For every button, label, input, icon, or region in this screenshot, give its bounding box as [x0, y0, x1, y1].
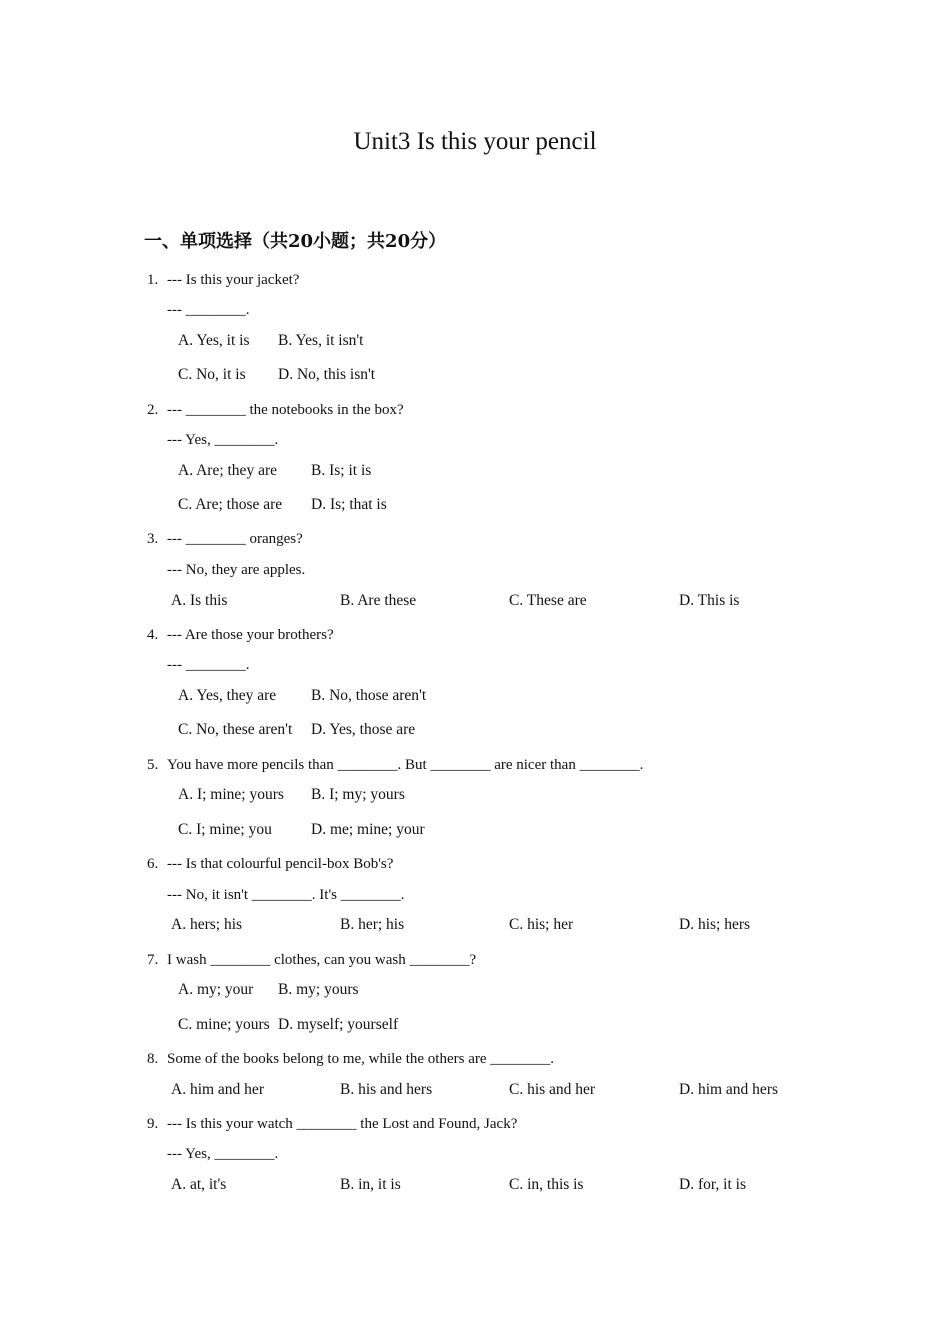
question-line: --- ________ the notebooks in the box?: [167, 402, 404, 418]
option-d[interactable]: D. me; mine; your: [311, 821, 425, 838]
option-a[interactable]: A. at, it's: [171, 1176, 227, 1193]
question-number: 2.: [147, 402, 159, 418]
question-line: --- Are those your brothers?: [167, 627, 334, 643]
question-number: 7.: [147, 952, 159, 968]
option-c[interactable]: C. I; mine; you: [178, 821, 272, 838]
option-a[interactable]: A. him and her: [171, 1081, 264, 1098]
option-d[interactable]: D. myself; yourself: [278, 1016, 399, 1033]
option-c[interactable]: C. mine; yours: [178, 1016, 270, 1033]
option-a[interactable]: A. my; your: [178, 981, 254, 998]
option-d[interactable]: D. Is; that is: [311, 496, 387, 513]
option-d[interactable]: D. This is: [679, 592, 740, 609]
question-line: I wash ________ clothes, can you wash ________?: [167, 952, 477, 968]
option-b[interactable]: B. in, it is: [340, 1176, 401, 1193]
option-a[interactable]: A. I; mine; yours: [178, 786, 284, 803]
option-a[interactable]: A. hers; his: [171, 916, 243, 933]
option-c[interactable]: C. in, this is: [509, 1176, 584, 1193]
option-a[interactable]: A. Are; they are: [178, 462, 277, 479]
option-d[interactable]: D. for, it is: [679, 1176, 746, 1193]
option-b[interactable]: B. No, those aren't: [311, 687, 427, 704]
option-d[interactable]: D. him and hers: [679, 1081, 779, 1098]
option-a[interactable]: A. Yes, they are: [178, 687, 277, 704]
option-c[interactable]: C. No, these aren't: [178, 721, 293, 738]
question-line: --- ________ oranges?: [167, 531, 303, 547]
option-c[interactable]: C. his and her: [509, 1081, 596, 1098]
question-line: --- Is this your jacket?: [167, 272, 300, 288]
option-d[interactable]: D. his; hers: [679, 916, 751, 933]
option-b[interactable]: B. Are these: [340, 592, 417, 609]
question-number: 1.: [147, 272, 159, 288]
question-line: --- ________.: [167, 657, 250, 673]
question-line: You have more pencils than ________. But ________ are nicer than ________.: [167, 757, 644, 773]
option-b[interactable]: B. her; his: [340, 916, 405, 933]
option-b[interactable]: B. Is; it is: [311, 462, 372, 479]
question-line: --- Is this your watch ________ the Lost and Found, Jack?: [167, 1116, 518, 1132]
option-c[interactable]: C. These are: [509, 592, 587, 609]
option-b[interactable]: B. I; my; yours: [311, 786, 405, 803]
option-c[interactable]: C. his; her: [509, 916, 574, 933]
option-b[interactable]: B. Yes, it isn't: [278, 332, 364, 349]
option-d[interactable]: D. No, this isn't: [278, 366, 376, 383]
question-number: 3.: [147, 531, 159, 547]
section-heading: 一、单项选择（共20小题；共20分）: [144, 231, 447, 252]
option-b[interactable]: B. my; yours: [278, 981, 359, 998]
question-number: 4.: [147, 627, 159, 643]
question-line: --- No, they are apples.: [167, 562, 306, 578]
option-a[interactable]: A. Is this: [171, 592, 228, 609]
question-line: --- Is that colourful pencil-box Bob's?: [167, 856, 394, 872]
option-d[interactable]: D. Yes, those are: [311, 721, 416, 738]
question-number: 9.: [147, 1116, 159, 1132]
question-number: 8.: [147, 1051, 159, 1067]
question-line: --- No, it isn't ________. It's ________.: [167, 887, 405, 903]
option-c[interactable]: C. Are; those are: [178, 496, 283, 513]
question-line: --- Yes, ________.: [167, 432, 279, 448]
question-number: 5.: [147, 757, 159, 773]
question-number: 6.: [147, 856, 159, 872]
question-line: Some of the books belong to me, while the others are ________.: [167, 1051, 555, 1067]
page-title: Unit3 Is this your pencil: [353, 128, 597, 155]
option-b[interactable]: B. his and hers: [340, 1081, 433, 1098]
option-a[interactable]: A. Yes, it is: [178, 332, 250, 349]
option-c[interactable]: C. No, it is: [178, 366, 246, 383]
question-line: --- ________.: [167, 302, 250, 318]
question-line: --- Yes, ________.: [167, 1146, 279, 1162]
